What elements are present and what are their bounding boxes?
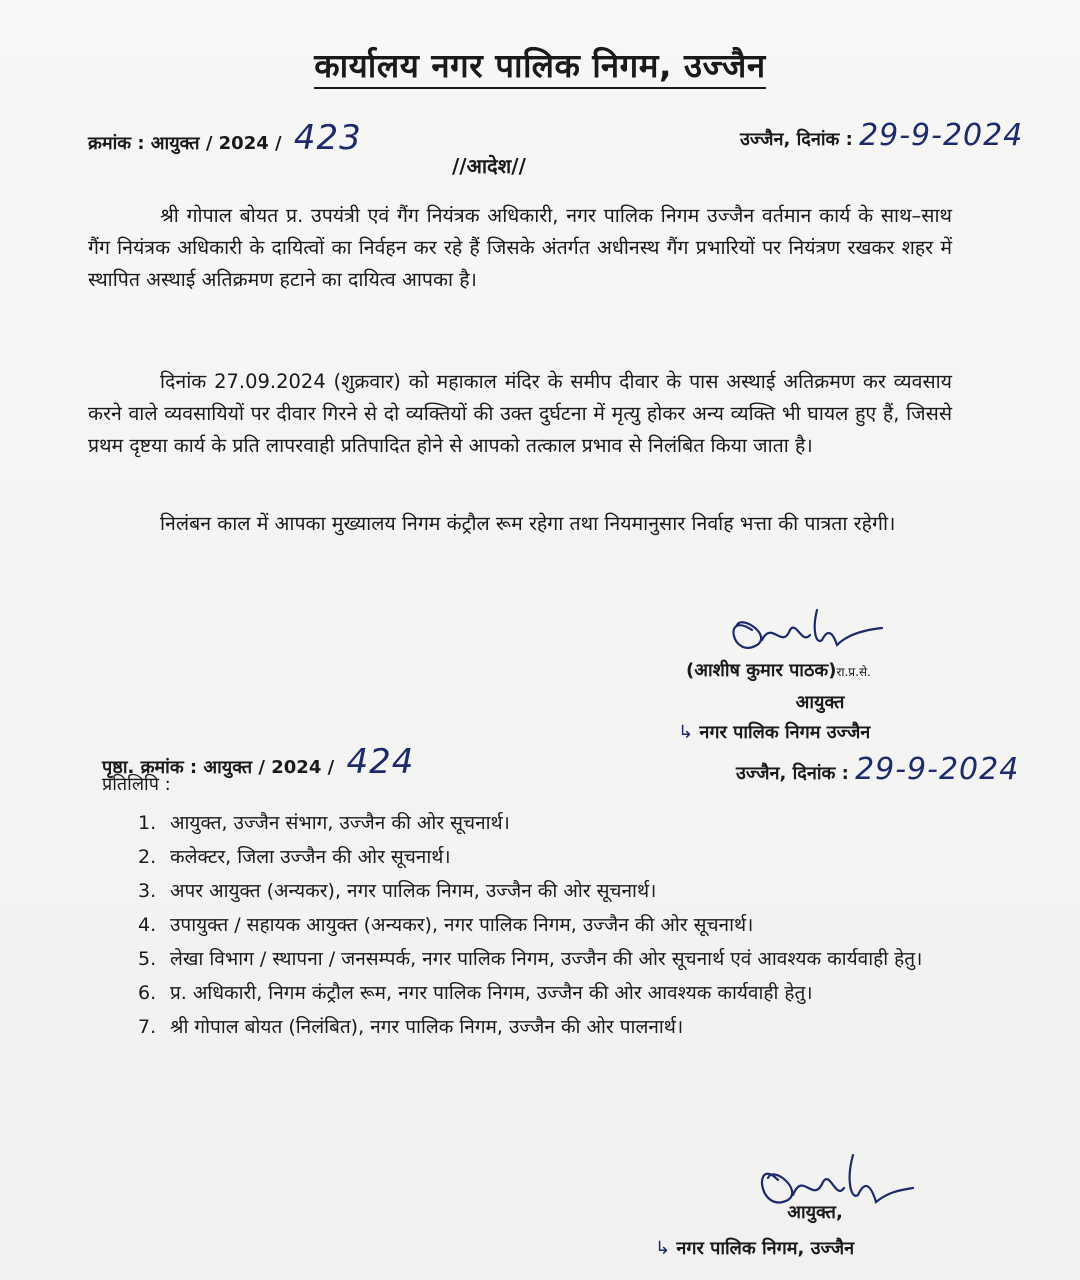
tick-mark-icon: ↳ [678,722,694,743]
list-item: 5. लेखा विभाग / स्थापना / जनसम्पर्क, नगर पालिक निगम, उज्जैन की ओर सूचनार्थ एवं आवश्यक कार्यवाही हेतु। [138,948,923,970]
paragraph-1: श्री गोपाल बोयत प्र. उपयंत्री एवं गैंग नियंत्रक अधिकारी, नगर पालिक निगम उज्जैन वर्तमान कार्य के साथ–साथ गैंग नियंत्रक अधिकारी के दायित्वों का निर्वहन कर रहे हैं जिसके अंतर्गत अधीनस्थ गैंग प्रभारियों पर नियंत्रण रखकर शहर में स्थापित अस्थाई अतिक्रमण हटाने का दायित्व आपका है। [88,204,952,291]
signatory-name-line [686,658,946,682]
order-number-handwritten: 423 [293,118,362,158]
footer-office: नगर पालिक निगम, उज्जैन [676,1238,855,1259]
copy-ref-label: पृष्ठा. क्रमांक : आयुक्त / 2024 / [102,757,335,778]
order-title: //आदेश// [452,154,526,178]
office-title: कार्यालय नगर पालिक निगम, उज्जैन [314,46,765,89]
footer-office-line [655,1236,945,1260]
signatory-office-line [678,720,948,744]
signatory-date-line [736,752,1066,787]
signatory-date-label: उज्जैन, दिनांक : [736,763,849,784]
order-date-label: उज्जैन, दिनांक : [740,129,853,150]
list-item: 1. आयुक्त, उज्जैन संभाग, उज्जैन की ओर सूचनार्थ। [138,812,510,834]
list-item: 3. अपर आयुक्त (अन्यकर), नगर पालिक निगम, उज्जैन की ओर सूचनार्थ। [138,880,657,902]
paragraph-2: दिनांक 27.09.2024 (शुक्रवार) को महाकाल मंदिर के समीप दीवार के पास अस्थाई अतिक्रमण कर व्यवसाय करने वाले व्यवसायियों पर दीवार गिरने से दो व्यक्तियों की उक्त दुर्घटना में मृत्यु होकर अन्य व्यक्ति भी घायल हुए हैं, जिससे प्रथम दृष्टया कार्य के प्रति लापरवाही प्रतिपादित होने से आपको तत्काल प्रभाव से निलंबित किया जाता है। [88,370,952,457]
copy-number-handwritten: 424 [346,742,415,782]
footer-designation: आयुक्त, [787,1202,843,1223]
signatory-date-handwritten: 29-9-2024 [855,752,1020,787]
copy-label: प्रतिलिपि : [102,774,171,795]
cc-list [138,808,968,1046]
paragraph-3: निलंबन काल में आपका मुख्यालय निगम कंट्रौल रूम रहेगा तथा नियमानुसार निर्वाह भत्ता की पात्रता रहेगी। [160,512,896,535]
list-item: 7. श्री गोपाल बोयत (निलंबित), नगर पालिक निगम, उज्जैन की ओर पालनार्थ। [138,1016,684,1038]
order-date-line [740,118,1023,153]
order-ref-label: क्रमांक : आयुक्त / 2024 / [88,133,282,154]
order-reference [88,118,362,158]
signatory-designation: आयुक्त [795,692,845,713]
list-item: 4. उपायुक्त / सहायक आयुक्त (अन्यकर), नगर पालिक निगम, उज्जैन की ओर सूचनार्थ। [138,914,754,936]
list-item: 2. कलेक्टर, जिला उज्जैन की ओर सूचनार्थ। [138,846,451,868]
list-item: 6. प्र. अधिकारी, निगम कंट्रौल रूम, नगर पालिक निगम, उज्जैन की ओर आवश्यक कार्यवाही हेतु। [138,982,813,1004]
tick-mark-icon: ↳ [655,1238,671,1259]
signatory-suffix: रा.प्र.से. [836,665,871,679]
office-header [0,42,1080,87]
order-date-handwritten: 29-9-2024 [859,118,1024,153]
signatory-name: (आशीष कुमार पाठक) [686,660,837,681]
signatory-office: नगर पालिक निगम उज्जैन [699,722,871,743]
